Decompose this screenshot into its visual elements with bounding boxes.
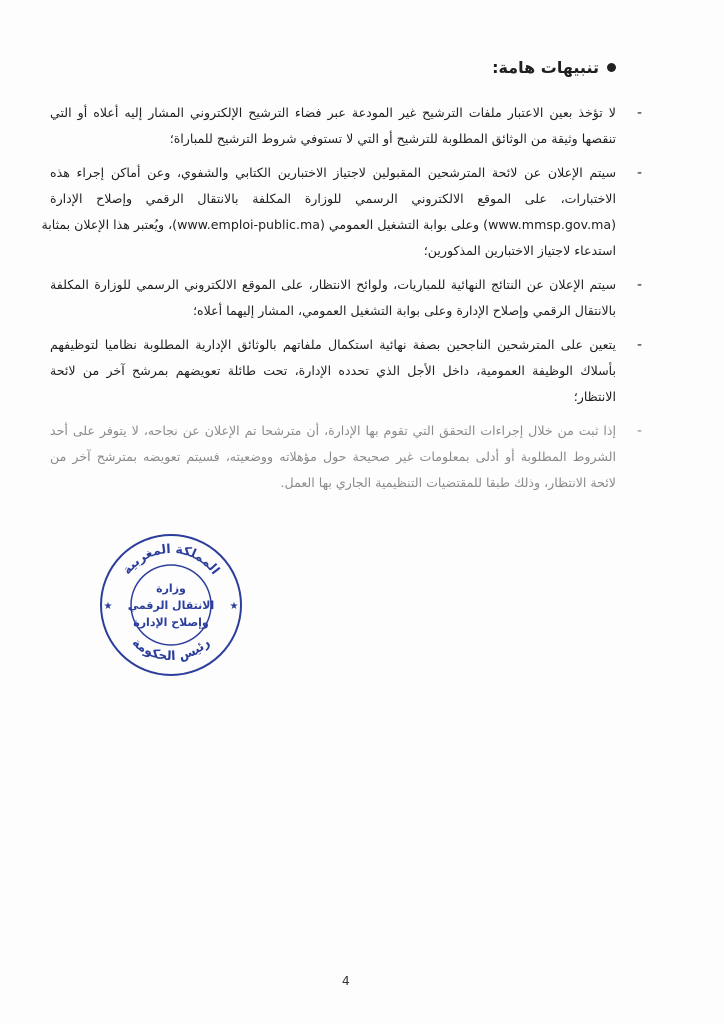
bullet-icon [607,63,616,72]
stamp-inner-line: وإصلاح الإدارة [133,616,209,629]
notes-list [41,100,642,504]
svg-text:رئيس الحكومة [130,635,213,664]
list-dash: - [636,105,642,121]
note-item [41,160,642,264]
notes-heading [492,58,616,77]
note-line: الانتظار؛ [573,389,616,404]
note-line: سيتم الإعلان عن النتائج النهائية للمباريات، ولوائح الانتظار، على الموقع الالكتروني الرسمي للوزارة المكلفة [50,277,616,292]
note-line: بأسلاك الوظيفة العمومية، داخل الأجل الذي تحدده الإدارة، تحت طائلة تعويضهم بمرشح آخر من لائحة [50,363,616,378]
note-line: لا تؤخذ بعين الاعتبار ملفات الترشيح غير المودعة عبر فضاء الترشيح الإلكتروني المشار إليه أعلاه أو التي [50,105,616,120]
notes-heading-text: تنبيهات هامة: [492,58,599,77]
ministry-stamp [98,532,244,678]
note-item [50,272,642,324]
star-icon: ★ [103,601,113,612]
note-item [50,332,642,410]
note-line: بالانتقال الرقمي وإصلاح الإدارة وعلى بوابة التشغيل العمومي، المشار إليهما أعلاه؛ [193,303,616,318]
note-line: إذا ثبت من خلال إجراءات التحقق التي تقوم بها الإدارة، أن مترشحا تم الإعلان عن نجاحه، لا يتوفر على أحد [50,423,616,438]
note-line: لائحة الانتظار، وذلك طبقا للمقتضيات التنظيمية الجاري بها العمل. [280,475,616,490]
list-dash: - [636,165,642,181]
note-line: تنقصها وثيقة من الوثائق المطلوبة للترشيح أو التي لا تستوفي شروط الترشيح للمباراة؛ [169,131,616,146]
page-number: 4 [342,974,350,988]
list-dash: - [636,423,642,439]
stamp-inner-line: وزارة [156,582,186,595]
note-line: (www.mmsp.gov.ma) وعلى بوابة التشغيل العمومي (www.emploi-public.ma)، ويُعتبر هذا الإعلان بمثابة [41,217,616,232]
star-icon: ★ [229,601,239,612]
list-dash: - [636,277,642,293]
list-dash: - [636,337,642,353]
stamp-outer-top-text: المملكة المغربية [118,540,224,578]
note-line: الاختبارات، على الموقع الالكتروني الرسمي للوزارة المكلفة بالانتقال الرقمي وإصلاح الإدارة [50,191,616,206]
note-item [50,100,642,152]
stamp-outer-bottom-text: رئيس الحكومة [129,634,213,664]
note-line: سيتم الإعلان عن لائحة المترشحين المقبولين لاجتياز الاختبارين الكتابي والشفوي، وعن أماكن إجراء هذه [50,165,616,180]
note-line: يتعين على المترشحين الناجحين بصفة نهائية استكمال ملفاتهم بالوثائق الإدارية المطلوبة نظاميا لتوظيفهم [50,337,616,352]
note-line: استدعاء لاجتياز الاختبارين المذكورين؛ [423,243,616,258]
stamp-inner-line: الانتقال الرقمي [127,599,215,612]
note-line: الشروط المطلوبة أو أدلى بمعلومات غير صحيحة حول مؤهلاته ووضعيته، فسيتم تعويضه بمترشح آخر من [50,449,616,464]
note-item [50,418,642,496]
